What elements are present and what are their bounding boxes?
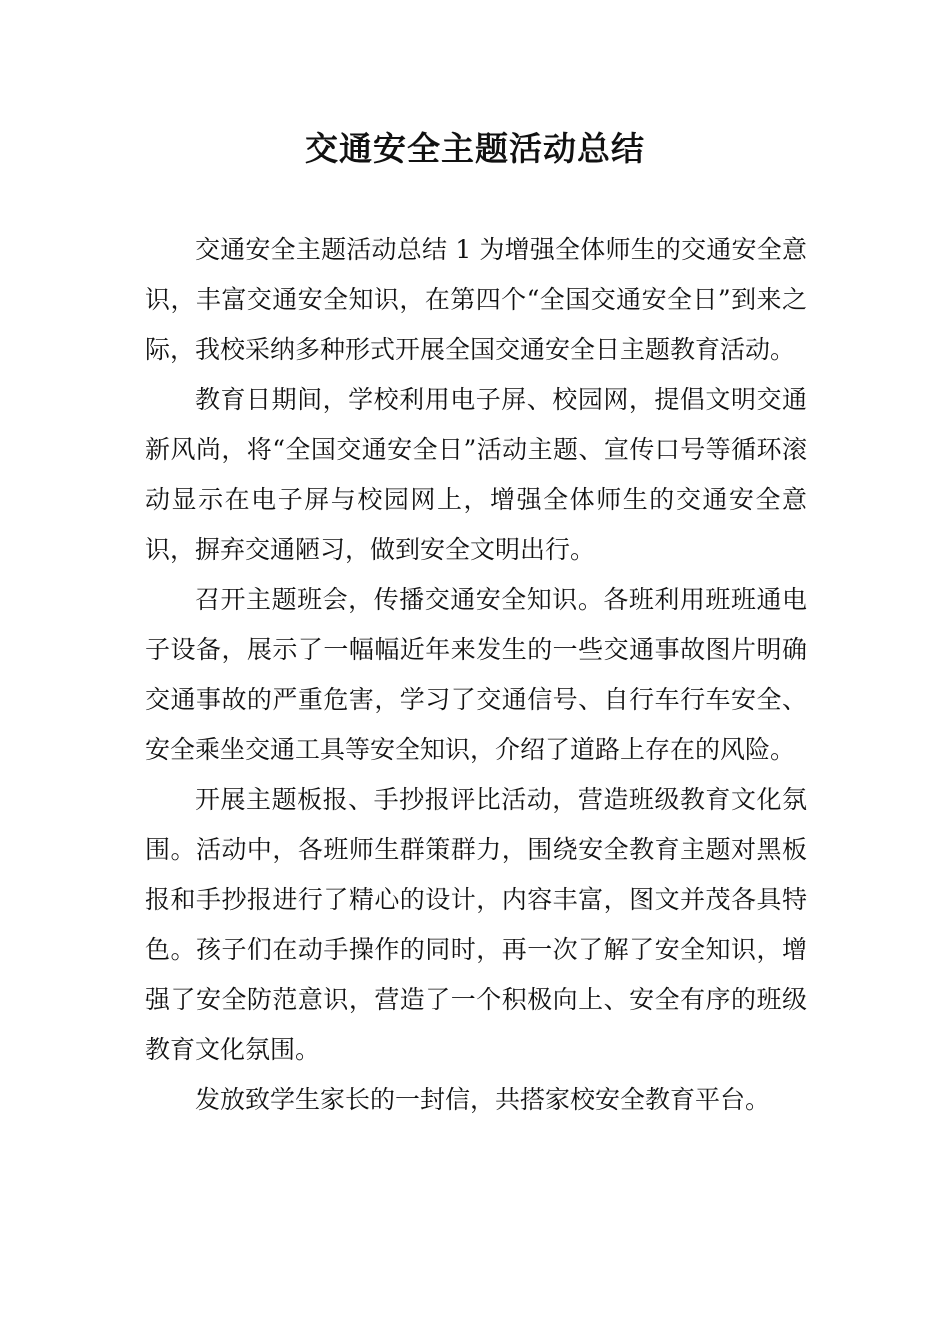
page-title: 交通安全主题活动总结 <box>305 129 645 168</box>
paragraph: 教育日期间，学校利用电子屏、校园网，提倡文明交通新风尚，将“全国交通安全日”活动主题、宣传口号等循环滚动显示在电子屏与校园网上，增强全体师生的交通安全意识，摒弃交通陋习，做到安全文明出行。 <box>145 385 807 564</box>
document-body <box>145 225 807 1125</box>
paragraph: 开展主题板报、手抄报评比活动，营造班级教育文化氛围。活动中，各班师生群策群力，围绕安全教育主题对黑板报和手抄报进行了精心的设计，内容丰富，图文并茂各具特色。孩子们在动手操作的同时，再一次了解了安全知识，增强了安全防范意识，营造了一个积极向上、安全有序的班级教育文化氛围。 <box>145 785 807 1064</box>
paragraph: 召开主题班会，传播交通安全知识。各班利用班班通电子设备，展示了一幅幅近年来发生的一些交通事故图片明确交通事故的严重危害，学习了交通信号、自行车行车安全、安全乘坐交通工具等安全知识，介绍了道路上存在的风险。 <box>145 585 807 764</box>
paragraph: 发放致学生家长的一封信，共搭家校安全教育平台。 <box>195 1085 771 1114</box>
paragraph: 交通安全主题活动总结 1 为增强全体师生的交通安全意识，丰富交通安全知识，在第四个“全国交通安全日”到来之际，我校采纳多种形式开展全国交通安全日主题教育活动。 <box>145 235 807 364</box>
